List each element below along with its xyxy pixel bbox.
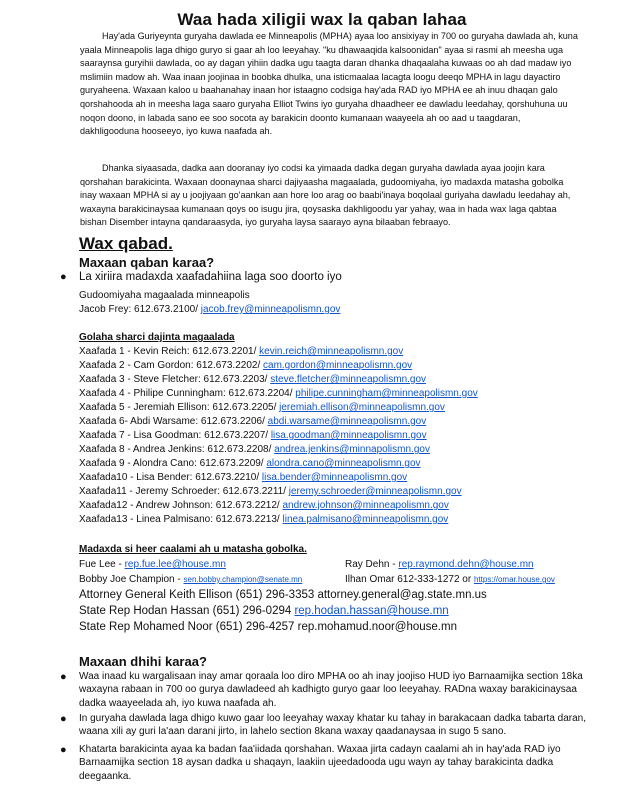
rep-hodan-hassan bbox=[79, 604, 449, 618]
rep-text: Ilhan Omar 612-333-1272 or bbox=[345, 574, 474, 585]
mayor-email-link[interactable]: jacob.frey@minneapolismn.gov bbox=[200, 304, 341, 315]
council-text: Xaafada 4 - Philipe Cunningham: 612.673.2204/ bbox=[79, 388, 296, 399]
council-row bbox=[79, 345, 403, 359]
council-row bbox=[79, 401, 445, 415]
rep-ray-dehn bbox=[345, 558, 534, 572]
council-row bbox=[79, 373, 426, 387]
council-text: Xaafada 5 - Jeremiah Ellison: 612.673.2205/ bbox=[79, 402, 280, 413]
council-email-link[interactable]: steve.fletcher@minneapolismn.gov bbox=[270, 374, 427, 385]
council-text: Xaafada12 - Andrew Johnson: 612.673.2212/ bbox=[79, 500, 283, 511]
section-heading: Wax qabad. bbox=[79, 234, 173, 253]
council-email-link[interactable]: lisa.bender@minneapolismn.gov bbox=[261, 472, 408, 483]
page-title: Waa hada xiligii wax la qaban lahaa bbox=[177, 10, 467, 29]
mayor-label: Gudoomiyaha magaalada minneapolis bbox=[79, 290, 250, 301]
council-text: Xaafada13 - Linea Palmisano: 612.673.2213/ bbox=[79, 514, 283, 525]
council-email-link[interactable]: andrew.johnson@minneapolismn.gov bbox=[282, 500, 449, 511]
council-text: Xaafada 9 - Alondra Cano: 612.673.2209/ bbox=[79, 458, 267, 469]
council-heading: Golaha sharci dajinta magaalada bbox=[79, 332, 235, 343]
council-text: Xaafada 6- Abdi Warsame: 612.673.2206/ bbox=[79, 416, 268, 427]
rep-email-link[interactable]: rep.fue.lee@house.mn bbox=[124, 559, 226, 570]
council-row bbox=[79, 471, 407, 485]
rep-fue-lee bbox=[79, 558, 226, 572]
council-text: Xaafada10 - Lisa Bender: 612.673.2210/ bbox=[79, 472, 262, 483]
attorney-general: Attorney General Keith Ellison (651) 296-3353 attorney.general@ag.state.mn.us bbox=[79, 589, 487, 601]
bullet-icon: ● bbox=[60, 744, 67, 756]
rep-text: State Rep Hodan Hassan (651) 296-0294 bbox=[79, 605, 295, 617]
council-email-link[interactable]: philipe.cunningham@minneapolismn.gov bbox=[295, 388, 478, 399]
question-what-can-i-do: Maxaan qaban karaa? bbox=[79, 255, 215, 270]
talking-point: Waa inaad ku wargalisaan inay amar qoraala loo diro MPHA oo ah inay joojiso HUD iyo Barnaamijka section 18ka waxayna rabaan in 700 oo gurya dawladeed ah kadhigto guryo gaar loo leeyahay. RADna waxay barakicinaysaa dadka waayeelada ah, iyo kuwa naafada ah. bbox=[79, 671, 583, 709]
intro-paragraph-1-text: Hay'ada Guriyeynta guryaha dawlada ee Minneapolis (MPHA) ayaa loo ansixiyay in 700 oo guryaha dawlada ah, kuna yaala Minneapolis laga dhigo guryo si gaar ah loo leeyahay. "ku dhawaaqida kalsoonidan" ayaa si rasmi ah meesha uga saaraynsa guryihii dawlada, oo ay dagan yihiin dadka ugu taagta daran dhanka dhaqaalaha kuwaas oo ah dad madaw iyo mslimiin madow ah. Waa inaan joojinaa in boobka dhulka, una isticmaalaa lacagta loogu deeqo MPHA in lagu dayactiro guryaheena. Waxaan kaloo u baahanahay inaan hor istaagno codsiga hay'ada RAD iyo MPHA ee ah inuu dhaqan galo qorshahooda ah in meesha laga saaro guryaha Elliot Twins iyo guryaha dhaadheer ee dawladu leedahay, qorshuhuna uu noqon doono, in labada sano ee soo socota ay barakicin doonto kumanaan waayeela ah oo aad u taagdaran, dakhligooduna hooseeyo, iyo kuwa naafada ah. bbox=[80, 31, 578, 137]
council-email-link[interactable]: kevin.reich@minneapolismn.gov bbox=[259, 346, 404, 357]
council-email-link[interactable]: alondra.cano@minneapolismn.gov bbox=[266, 458, 421, 469]
rep-text: Fue Lee - bbox=[79, 559, 125, 570]
council-email-link[interactable]: jeremiah.ellison@minneapolismn.gov bbox=[279, 402, 445, 413]
contact-instruction: La xiriira madaxda xaafadahiina laga soo doorto iyo bbox=[79, 271, 342, 283]
question-what-can-i-say: Maxaan dhihi karaa? bbox=[79, 654, 207, 669]
bullet-icon: ● bbox=[60, 671, 67, 683]
council-row bbox=[79, 457, 421, 471]
council-email-link[interactable]: cam.gordon@minneapolismn.gov bbox=[263, 360, 413, 371]
intro-paragraph-2 bbox=[80, 162, 582, 230]
council-text: Xaafada 1 - Kevin Reich: 612.673.2201/ bbox=[79, 346, 260, 357]
rep-website-link[interactable]: https://omar.house.gov bbox=[473, 575, 555, 584]
council-row bbox=[79, 415, 426, 429]
intro-paragraph-2-text: Dhanka siyaasada, dadka aan dooranay iyo codsi ka yimaada dadka degan guryaha dawlada ayaa joojin kara qorshahan barakicinta. Waxaan doonaynaa sharci dajiyaasha magaalada, gudoomiyaha, iyo madaxda matasha gobolka inay waxaan MPHA si ay u joojiyaan go'aankan aan hore loo arag oo baabi'inaya boqolaal guriyaha dawladu leedahay ah, waxayna barakicinaysaa kumanaan qoys oo isugu jira, qoysaska dakhligoodu yar yahay, waa in hada wax laga qabtaa bishan Disember intayna qandaraasyda, iyo guryaha laysa saarayo ayna bilaaban febraayo. bbox=[80, 163, 571, 228]
council-text: Xaafada 7 - Lisa Goodman: 612.673.2207/ bbox=[79, 430, 271, 441]
rep-text: Bobby Joe Champion - bbox=[79, 574, 184, 585]
talking-point: In guryaha dawlada laga dhigo kuwo gaar loo leeyahay waxay khatar ku tahay in barakacaan dadka tabarta daran, waana xili ay guri la'aan darani jirto, in lahelo section 8kana waxay qaadanaysaa in sugo 5 sano. bbox=[79, 713, 587, 738]
council-email-link[interactable]: abdi.warsame@minneapolismn.gov bbox=[267, 416, 427, 427]
rep-email-link[interactable]: rep.raymond.dehn@house.mn bbox=[398, 559, 534, 570]
council-row bbox=[79, 387, 478, 401]
council-email-link[interactable]: andrea.jenkins@minnapolismn.gov bbox=[274, 444, 430, 455]
council-email-link[interactable]: linea.palmisano@minneapolismn.gov bbox=[282, 514, 449, 525]
council-row bbox=[79, 499, 449, 513]
bullet-icon: ● bbox=[60, 713, 67, 725]
council-email-link[interactable]: jeremy.schroeder@minneapolismn.gov bbox=[288, 486, 462, 497]
rep-email-link[interactable]: sen.bobby.champion@senate.mn bbox=[183, 575, 303, 584]
council-row bbox=[79, 429, 427, 443]
council-row bbox=[79, 443, 430, 457]
council-text: Xaafada 8 - Andrea Jenkins: 612.673.2208/ bbox=[79, 444, 275, 455]
mayor-contact bbox=[79, 303, 340, 317]
rep-ilhan-omar bbox=[345, 573, 555, 587]
council-text: Xaafada11 - Jeremy Schroeder: 612.673.2211/ bbox=[79, 486, 289, 497]
talking-point: Khatarta barakicinta ayaa ka badan faa'iidada qorshahan. Waxaa jirta cadayn caalami ah in hay'ada RAD iyo Barnaamijka section 18 aysan dadka u shaqayn, laakiin ujeedadooda ugu wayn ay tahay barakicinta dadka deegaanka. bbox=[79, 744, 561, 782]
council-row bbox=[79, 485, 462, 499]
rep-bobby-champion bbox=[79, 573, 302, 587]
council-row bbox=[79, 359, 412, 373]
council-email-link[interactable]: lisa.goodman@minneapolismn.gov bbox=[270, 430, 427, 441]
mayor-text: Jacob Frey: 612.673.2100/ bbox=[79, 304, 201, 315]
rep-email-link[interactable]: rep.hodan.hassan@house.mn bbox=[294, 605, 449, 617]
intro-paragraph-1 bbox=[80, 30, 582, 139]
bullet-icon: ● bbox=[60, 271, 67, 283]
council-text: Xaafada 3 - Steve Fletcher: 612.673.2203/ bbox=[79, 374, 271, 385]
rep-mohamed-noor: State Rep Mohamed Noor (651) 296-4257 rep.mohamud.noor@house.mn bbox=[79, 621, 457, 633]
state-reps-heading: Madaxda si heer caalami ah u matasha gobolka. bbox=[79, 544, 307, 555]
council-row bbox=[79, 513, 448, 527]
council-text: Xaafada 2 - Cam Gordon: 612.673.2202/ bbox=[79, 360, 264, 371]
rep-text: Ray Dehn - bbox=[345, 559, 399, 570]
